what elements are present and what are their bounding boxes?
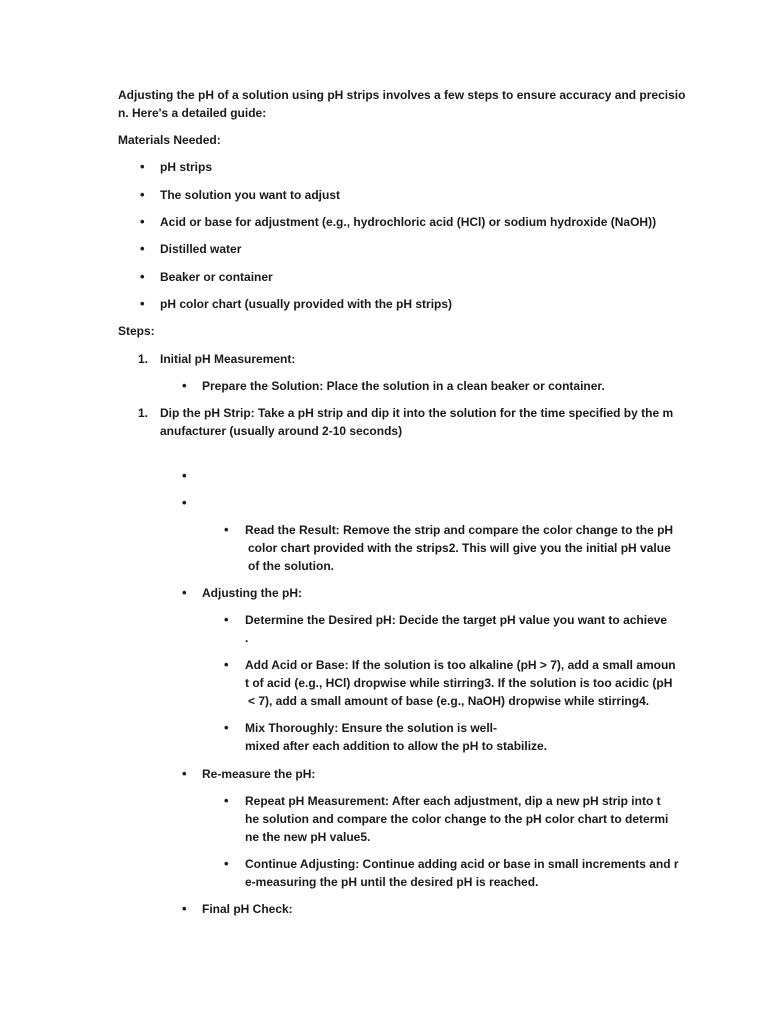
intro-line-1: Adjusting the pH of a solution using pH strips involves a few steps to ensure accuracy and precisio — [118, 88, 686, 102]
final-check-title: Final pH Check: — [202, 902, 293, 916]
repeat-line-2: he solution and compare the color change to the pH color chart to determi — [245, 812, 669, 826]
repeat-line-1: Repeat pH Measurement: After each adjustment, dip a new pH strip into t — [245, 794, 661, 808]
determine-line-2: . — [245, 631, 249, 645]
steps-heading: Steps: — [118, 324, 155, 338]
bullet-icon: • — [140, 296, 145, 311]
bullet-icon: • — [140, 159, 145, 174]
bullet-icon: • — [224, 657, 229, 672]
bullet-icon: • — [140, 269, 145, 284]
mix-line-2: mixed after each addition to allow the pH to stabilize. — [245, 739, 548, 753]
read-result-line-3: of the solution. — [248, 559, 334, 573]
add-acid-base-line-3: < 7), add a small amount of base (e.g., NaOH) dropwise while stirring4. — [248, 694, 650, 708]
bullet-icon: • — [224, 793, 229, 808]
adjusting-title: Adjusting the pH: — [202, 586, 302, 600]
material-item: Distilled water — [160, 242, 242, 256]
bullet-icon: • — [224, 856, 229, 871]
dip-strip-line-2: anufacturer (usually around 2-10 seconds) — [160, 424, 403, 438]
material-item: Acid or base for adjustment (e.g., hydrochloric acid (HCl) or sodium hydroxide (NaOH)) — [160, 215, 657, 229]
bullet-icon: • — [182, 378, 187, 393]
remeasure-title: Re-measure the pH: — [202, 767, 316, 781]
bullet-icon: • — [182, 766, 187, 781]
bullet-icon: • — [140, 187, 145, 202]
intro-line-2: n. Here's a detailed guide: — [118, 106, 267, 120]
bullet-icon: • — [182, 901, 187, 916]
bullet-icon: • — [224, 522, 229, 537]
determine-line-1: Determine the Desired pH: Decide the target pH value you want to achieve — [245, 613, 668, 627]
repeat-line-3: ne the new pH value5. — [245, 830, 371, 844]
bullet-icon: • — [224, 612, 229, 627]
materials-heading: Materials Needed: — [118, 133, 221, 147]
material-item: Beaker or container — [160, 270, 273, 284]
add-acid-base-line-2: t of acid (e.g., HCl) dropwise while stirring3. If the solution is too acidic (pH — [245, 676, 673, 690]
add-acid-base-line-1: Add Acid or Base: If the solution is too alkaline (pH > 7), add a small amoun — [245, 658, 676, 672]
material-item: The solution you want to adjust — [160, 188, 340, 202]
mix-line-1: Mix Thoroughly: Ensure the solution is well- — [245, 721, 498, 735]
step-number: 1. — [138, 406, 149, 420]
continue-line-1: Continue Adjusting: Continue adding acid or base in small increments and r — [245, 857, 679, 871]
material-item: pH color chart (usually provided with the pH strips) — [160, 297, 453, 311]
empty-bullet-icon: • — [182, 468, 187, 483]
step-number: 1. — [138, 352, 149, 366]
bullet-icon: • — [140, 214, 145, 229]
read-result-line-2: color chart provided with the strips2. This will give you the initial pH value — [248, 541, 671, 555]
material-item: pH strips — [160, 160, 213, 174]
empty-bullet-icon: • — [182, 495, 187, 510]
dip-strip-line-1: Dip the pH Strip: Take a pH strip and dip it into the solution for the time specified by the m — [160, 406, 674, 420]
prepare-solution-text: Prepare the Solution: Place the solution in a clean beaker or container. — [202, 379, 605, 393]
bullet-icon: • — [182, 585, 187, 600]
bullet-icon: • — [140, 241, 145, 256]
step-title: Initial pH Measurement: — [160, 352, 296, 366]
bullet-icon: • — [224, 720, 229, 735]
read-result-line-1: Read the Result: Remove the strip and compare the color change to the pH — [245, 523, 674, 537]
continue-line-2: e-measuring the pH until the desired pH is reached. — [245, 875, 539, 889]
